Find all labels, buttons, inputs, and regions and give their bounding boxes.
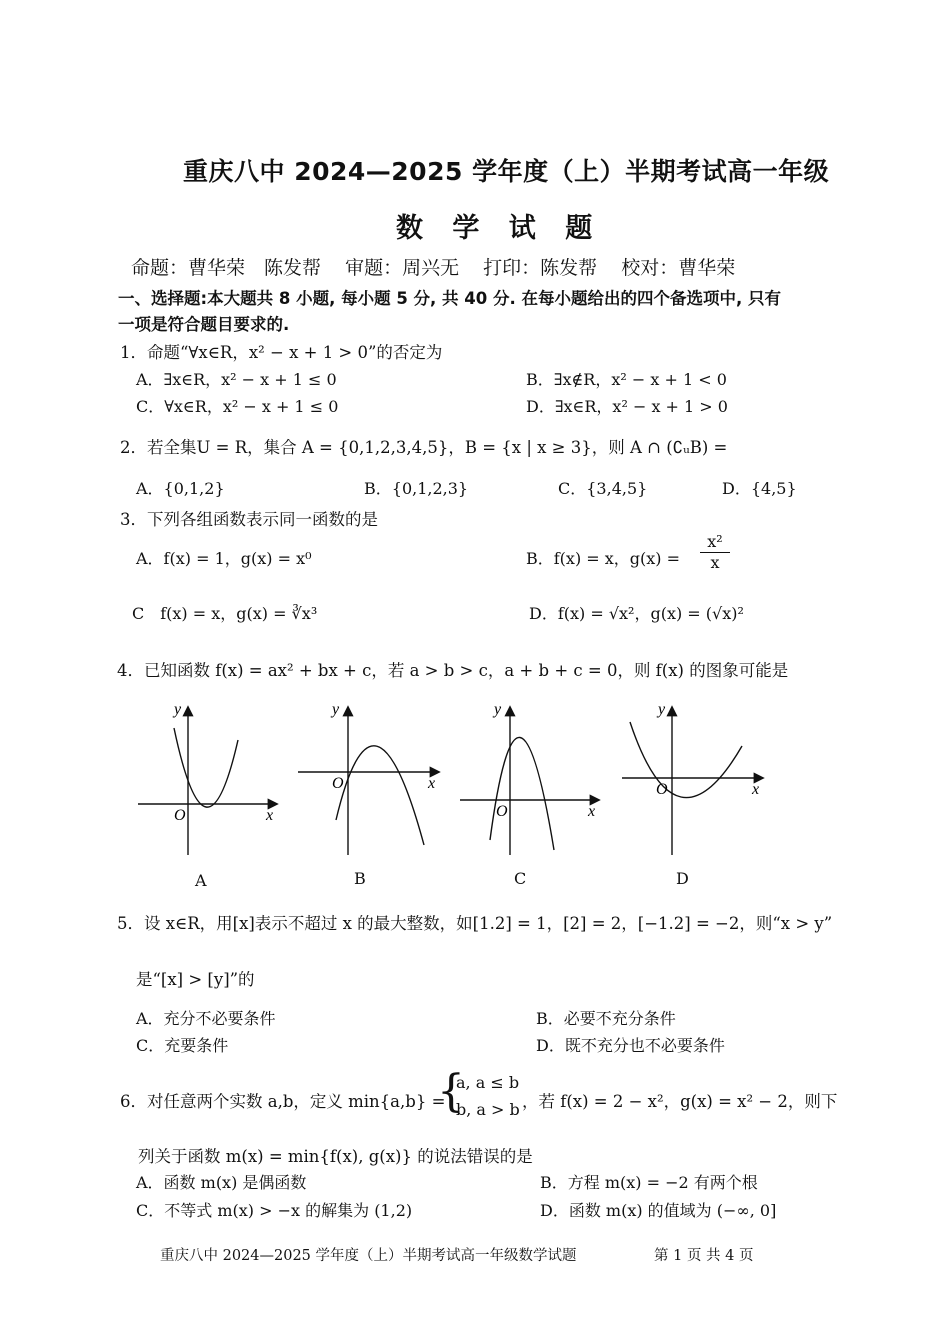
question-2-option-a: A．{0,1,2} bbox=[136, 479, 225, 498]
question-4-graph-a bbox=[136, 700, 286, 860]
section-1-instructions-line2: 一项是符合题目要求的. bbox=[118, 315, 290, 334]
question-5-option-b: B．必要不充分条件 bbox=[536, 1009, 676, 1028]
author-proposer: 命题：曹华荣 陈发帮 bbox=[131, 257, 322, 279]
question-3-stem: 3．下列各组函数表示同一函数的是 bbox=[120, 510, 378, 529]
origin-label: O bbox=[332, 775, 344, 792]
question-3-option-d: D．f(x) = √x²，g(x) = (√x)² bbox=[529, 604, 744, 623]
question-4-stem: 4．已知函数 f(x) = ax² + bx + c，若 a > b > c，a + b + c = 0，则 f(x) 的图象可能是 bbox=[117, 661, 789, 680]
author-proofreader: 校对：曹华荣 bbox=[621, 257, 736, 279]
piecewise-brace-icon: { bbox=[437, 1066, 465, 1117]
x-axis-label: x bbox=[428, 775, 436, 792]
question-6-option-d: D．函数 m(x) 的值域为 (−∞, 0] bbox=[540, 1201, 777, 1220]
parabola-curve bbox=[630, 722, 742, 798]
question-6-option-b: B．方程 m(x) = −2 有两个根 bbox=[540, 1173, 758, 1192]
question-6-stem-continued: 列关于函数 m(x) = min{f(x), g(x)} 的说法错误的是 bbox=[138, 1147, 533, 1166]
question-2-stem: 2．若全集U = R，集合 A = {0,1,2,3,4,5}，B = {x | x ≥ 3}，则 A ∩ (∁ᵤB) = bbox=[120, 438, 728, 457]
parabola-curve bbox=[336, 746, 424, 845]
question-4-graph-d bbox=[620, 700, 770, 860]
question-4-label-d: D bbox=[676, 869, 689, 888]
author-line bbox=[131, 253, 753, 280]
fraction-numerator: x² bbox=[700, 532, 730, 553]
question-5-option-d: D．既不充分也不必要条件 bbox=[536, 1036, 725, 1055]
question-3-option-b-lead: B．f(x) = x，g(x) = bbox=[526, 549, 681, 568]
question-1-option-c: C．∀x∈R，x² − x + 1 ≤ 0 bbox=[136, 397, 339, 416]
x-axis-label: x bbox=[266, 807, 274, 824]
question-4-label-a: A bbox=[195, 871, 207, 890]
question-5-stem-continued: 是“[x] > [y]”的 bbox=[136, 970, 255, 989]
question-4-graph-b bbox=[296, 700, 446, 860]
fraction-denominator: x bbox=[710, 553, 720, 572]
question-6-option-c: C．不等式 m(x) > −x 的解集为 (1,2) bbox=[136, 1201, 413, 1220]
question-5-option-c: C．充要条件 bbox=[136, 1036, 229, 1055]
question-4-label-c: C bbox=[514, 869, 527, 888]
question-3-option-a: A．f(x) = 1，g(x) = x⁰ bbox=[136, 549, 312, 568]
piecewise-case-2: b, a > b bbox=[456, 1100, 520, 1119]
question-2-option-d: D．{4,5} bbox=[722, 479, 797, 498]
question-4-graph-c bbox=[458, 700, 608, 860]
question-3-option-b bbox=[526, 546, 680, 569]
question-1-stem: 1．命题“∀x∈R，x² − x + 1 > 0”的否定为 bbox=[120, 343, 443, 362]
question-1-option-a: A．∃x∈R，x² − x + 1 ≤ 0 bbox=[136, 370, 337, 389]
exam-title: 重庆八中 2024—2025 学年度（上）半期考试高一年级 bbox=[183, 157, 830, 186]
author-printer: 打印：陈发帮 bbox=[483, 257, 598, 279]
parabola-curve bbox=[490, 737, 554, 850]
question-4-label-b: B bbox=[354, 869, 366, 888]
author-reviewer: 审题：周兴无 bbox=[345, 257, 460, 279]
footer-page-number: 第 1 页 共 4 页 bbox=[654, 1248, 754, 1264]
footer-text: 重庆八中 2024—2025 学年度（上）半期考试高一年级数学试题 bbox=[160, 1248, 577, 1264]
x-axis-label: x bbox=[752, 781, 760, 798]
question-6-stem-tail: ，若 f(x) = 2 − x²，g(x) = x² − 2，则下 bbox=[522, 1092, 838, 1111]
question-2-option-c: C．{3,4,5} bbox=[558, 479, 648, 498]
question-6-option-a: A．函数 m(x) 是偶函数 bbox=[136, 1173, 307, 1192]
question-1-option-b: B．∃x∉R，x² − x + 1 < 0 bbox=[526, 370, 727, 389]
question-1-option-d: D．∃x∈R，x² − x + 1 > 0 bbox=[526, 397, 728, 416]
origin-label: O bbox=[656, 781, 668, 798]
x-axis-label: x bbox=[588, 803, 596, 820]
question-3-option-b-fraction bbox=[700, 532, 730, 573]
y-axis-label: y bbox=[494, 701, 502, 718]
y-axis-label: y bbox=[658, 701, 666, 718]
origin-label: O bbox=[496, 803, 508, 820]
y-axis-label: y bbox=[174, 701, 182, 718]
question-3-option-c: C f(x) = x，g(x) = ∛x³ bbox=[132, 604, 318, 623]
question-2-option-b: B．{0,1,2,3} bbox=[364, 479, 469, 498]
question-6-stem-lead: 6．对任意两个实数 a,b，定义 min{a,b} = bbox=[120, 1092, 446, 1111]
question-5-option-a: A．充分不必要条件 bbox=[136, 1009, 276, 1028]
origin-label: O bbox=[174, 807, 186, 824]
parabola-curve bbox=[174, 728, 238, 807]
exam-subject: 数 学 试 题 bbox=[396, 213, 603, 244]
question-5-stem: 5．设 x∈R，用[x]表示不超过 x 的最大整数，如[1.2] = 1，[2] = 2，[−1.2] = −2，则“x > y” bbox=[117, 914, 833, 933]
y-axis-label: y bbox=[332, 701, 340, 718]
piecewise-case-1: a, a ≤ b bbox=[456, 1073, 520, 1092]
section-1-instructions-line1: 一、选择题:本大题共 8 小题, 每小题 5 分, 共 40 分. 在每小题给出的四个备选项中, 只有 bbox=[118, 289, 782, 308]
